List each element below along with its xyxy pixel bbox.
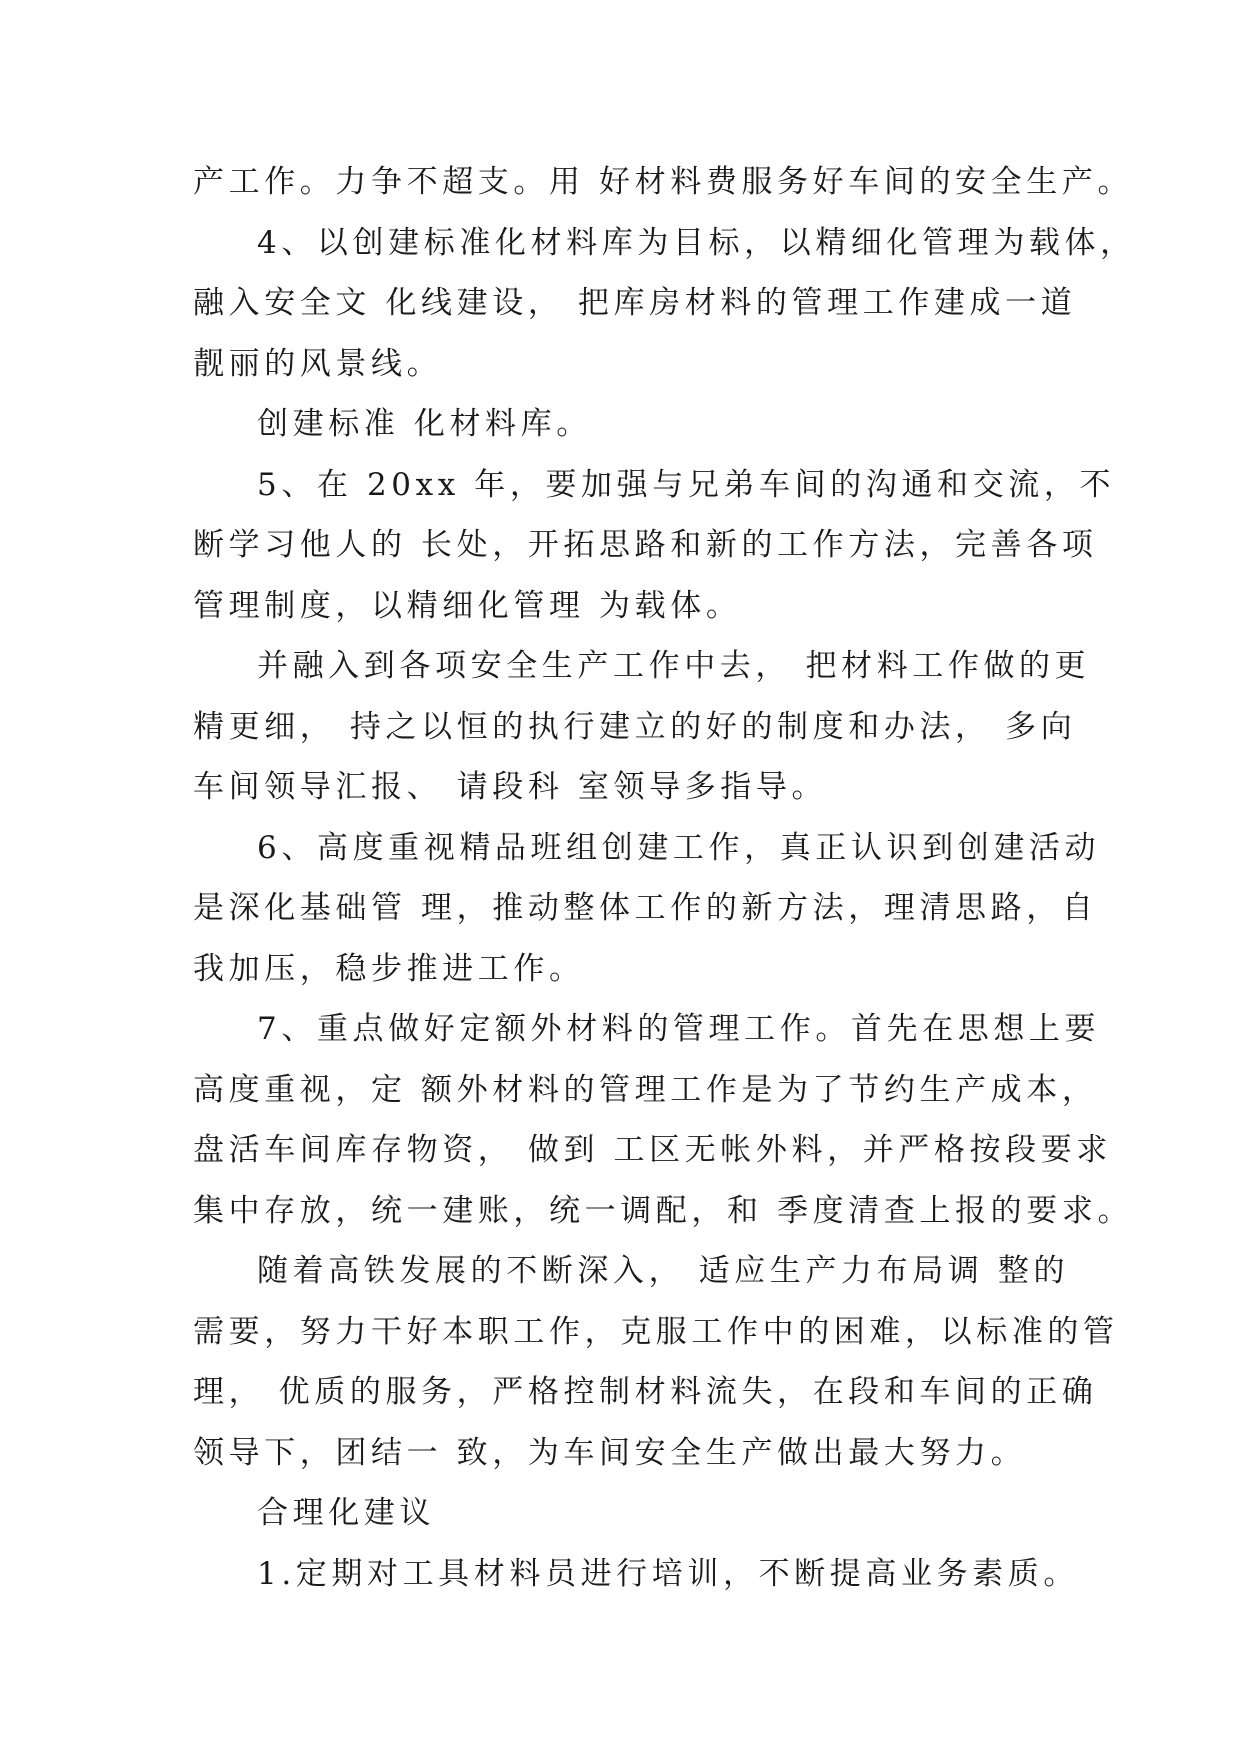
- text-line: 7、重点做好定额外材料的管理工作。首先在思想上要: [257, 1011, 1101, 1047]
- text-line: 4、以创建标准化材料库为目标，以精细化管理为载体，: [257, 224, 1136, 261]
- document-body: [193, 152, 1136, 1604]
- text-line: 合理化建议: [257, 1495, 435, 1531]
- text-line: 盘活车间库存物资， 做到 工区无帐外料，并严格按段要求: [193, 1132, 1112, 1168]
- text-line: 需要，努力干好本职工作，克服工作中的困难，以标准的管: [193, 1313, 1119, 1350]
- text-line: 是深化基础管 理，推动整体工作的新方法，理清思路，自: [193, 890, 1098, 926]
- text-line: 产工作。力争不超支。用 好材料费服务好车间的安全生产。: [193, 164, 1134, 200]
- text-line: 理， 优质的服务，严格控制材料流失，在段和车间的正确: [193, 1374, 1098, 1410]
- text-line: 5、在 20xx 年，要加强与兄弟车间的沟通和交流，不: [257, 466, 1116, 503]
- text-line: 6、高度重视精品班组创建工作，真正认识到创建活动: [257, 829, 1101, 866]
- text-line: 高度重视，定 额外材料的管理工作是为了节约生产成本，: [193, 1071, 1098, 1108]
- text-line: 随着高铁发展的不断深入， 适应生产力布局调 整的: [257, 1253, 1070, 1289]
- text-line: 断学习他人的 长处，开拓思路和新的工作方法，完善各项: [193, 527, 1098, 563]
- text-line: 并融入到各项安全生产工作中去， 把材料工作做的更: [257, 648, 1091, 684]
- text-line: 集中存放，统一建账，统一调配，和 季度清查上报的要求。: [193, 1192, 1134, 1229]
- text-line: 领导下，团结一 致，为车间安全生产做出最大努力。: [193, 1434, 1027, 1471]
- text-line: 融入安全文 化线建设， 把库房材料的管理工作建成一道: [193, 285, 1077, 321]
- text-line: 创建标准 化材料库。: [257, 406, 592, 442]
- text-line: 车间领导汇报、 请段科 室领导多指导。: [193, 769, 828, 805]
- text-line: 1.定期对工具材料员进行培训，不断提高业务素质。: [257, 1555, 1079, 1592]
- text-line: 精更细， 持之以恒的执行建立的好的制度和办法， 多向: [193, 708, 1077, 745]
- text-line: 管理制度，以精细化管理 为载体。: [193, 587, 742, 624]
- text-line: 我加压，稳步推进工作。: [193, 950, 585, 987]
- text-line: 靓丽的风景线。: [193, 345, 443, 382]
